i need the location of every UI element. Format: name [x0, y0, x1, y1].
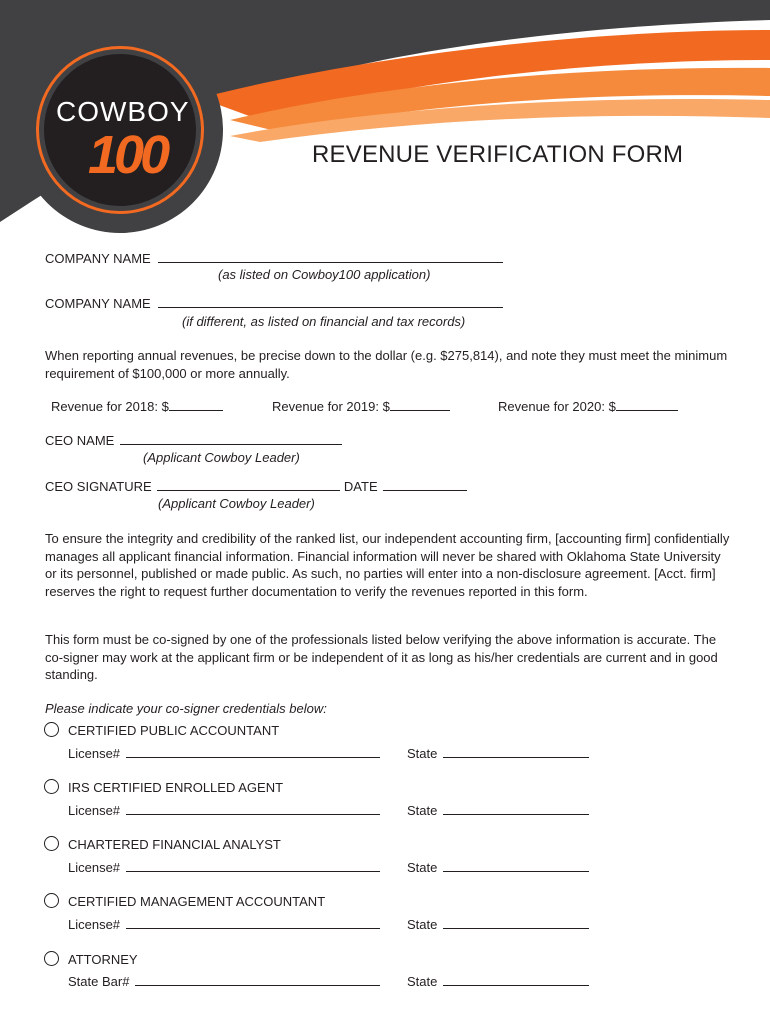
enrolled-agent-label: IRS CERTIFIED ENROLLED AGENT	[68, 780, 284, 795]
attorney-bar-label: State Bar#	[68, 974, 130, 989]
cpa-license-row	[68, 746, 380, 761]
company-name-note-1: (as listed on Cowboy100 application)	[218, 267, 431, 282]
revenue-2020-field[interactable]	[616, 399, 678, 411]
cma-label: CERTIFIED MANAGEMENT ACCOUNTANT	[68, 894, 326, 909]
company-name-row-2	[45, 296, 503, 311]
date-field[interactable]	[383, 479, 467, 491]
ceo-name-row	[45, 433, 342, 448]
cpa-label: CERTIFIED PUBLIC ACCOUNTANT	[68, 723, 280, 738]
company-name-row-1	[45, 251, 503, 266]
cfa-state-field[interactable]	[443, 860, 589, 872]
cpa-license-label: License#	[68, 746, 121, 761]
cfa-license-row	[68, 860, 380, 875]
enrolled-agent-license-field[interactable]	[126, 803, 380, 815]
cfa-state-label: State	[407, 860, 438, 875]
ceo-name-field[interactable]	[120, 433, 342, 445]
date-label: DATE	[343, 479, 378, 494]
ceo-signature-note: (Applicant Cowboy Leader)	[158, 496, 315, 511]
attorney-radio[interactable]	[44, 951, 59, 966]
company-name-field-1[interactable]	[158, 251, 503, 263]
cma-license-row	[68, 917, 380, 932]
page-title: REVENUE VERIFICATION FORM	[312, 141, 684, 168]
ceo-signature-label: CEO SIGNATURE	[45, 479, 152, 494]
attorney-label: ATTORNEY	[68, 952, 138, 967]
integrity-paragraph: To ensure the integrity and credibility of the ranked list, our independent accounting firm, [accounting firm] confidentially manages all applicant financial information. Financial information will never be shared with Oklahoma State University or its personnel, published or made public. As such, no parties will enter into a non-disclosure agreement. [Acct. firm] reserves the right to request further documentation to verify the revenues reported in this form.	[45, 531, 730, 599]
cfa-license-field[interactable]	[126, 860, 380, 872]
cpa-state-label: State	[407, 746, 438, 761]
revenue-2018-field[interactable]	[169, 399, 223, 411]
enrolled-agent-license-row	[68, 803, 380, 818]
cpa-state-row	[407, 746, 589, 761]
cpa-license-field[interactable]	[126, 746, 380, 758]
attorney-state-label: State	[407, 974, 438, 989]
company-name-note-2: (if different, as listed on financial and tax records)	[182, 314, 466, 329]
cma-radio[interactable]	[44, 893, 59, 908]
enrolled-agent-state-row	[407, 803, 589, 818]
cfa-license-label: License#	[68, 860, 121, 875]
logo-wordmark: COWBOY	[56, 96, 190, 127]
ceo-signature-field[interactable]	[157, 479, 340, 491]
company-name-label-1: COMPANY NAME	[45, 251, 151, 266]
attorney-state-field[interactable]	[443, 974, 589, 986]
logo-number: 100	[88, 125, 167, 185]
cfa-state-row	[407, 860, 589, 875]
cpa-radio[interactable]	[44, 722, 59, 737]
ceo-name-label: CEO NAME	[45, 433, 115, 448]
revenue-2018-label: Revenue for 2018: $	[51, 399, 169, 414]
cma-license-field[interactable]	[126, 917, 380, 929]
ceo-name-note: (Applicant Cowboy Leader)	[143, 450, 300, 465]
cfa-radio[interactable]	[44, 836, 59, 851]
cfa-label: CHARTERED FINANCIAL ANALYST	[68, 837, 281, 852]
cosign-paragraph: This form must be co-signed by one of the professionals listed below verifying the above information is accurate. The co-signer may work at the applicant firm or be independent of it as long as his/her credentials are current and in good standing.	[45, 632, 718, 682]
attorney-bar-row	[68, 974, 380, 989]
enrolled-agent-radio[interactable]	[44, 779, 59, 794]
cma-state-field[interactable]	[443, 917, 589, 929]
cma-state-row	[407, 917, 589, 932]
revenue-2019-row	[272, 399, 450, 414]
enrolled-agent-state-label: State	[407, 803, 438, 818]
enrolled-agent-state-field[interactable]	[443, 803, 589, 815]
company-name-label-2: COMPANY NAME	[45, 296, 151, 311]
revenue-instructions: When reporting annual revenues, be precise down to the dollar (e.g. $275,814), and note they must meet the minimum requirement of $100,000 or more annually.	[45, 348, 728, 381]
attorney-bar-field[interactable]	[135, 974, 380, 986]
cma-state-label: State	[407, 917, 438, 932]
ceo-signature-row	[45, 479, 467, 494]
enrolled-agent-license-label: License#	[68, 803, 121, 818]
revenue-2018-row	[51, 399, 223, 414]
company-name-field-2[interactable]	[158, 296, 503, 308]
attorney-state-row	[407, 974, 589, 989]
revenue-2019-label: Revenue for 2019: $	[272, 399, 390, 414]
revenue-2020-label: Revenue for 2020: $	[498, 399, 616, 414]
revenue-2019-field[interactable]	[390, 399, 450, 411]
cma-license-label: License#	[68, 917, 121, 932]
cpa-state-field[interactable]	[443, 746, 589, 758]
credentials-prompt: Please indicate your co-signer credentials below:	[45, 701, 327, 716]
revenue-2020-row	[498, 399, 678, 414]
